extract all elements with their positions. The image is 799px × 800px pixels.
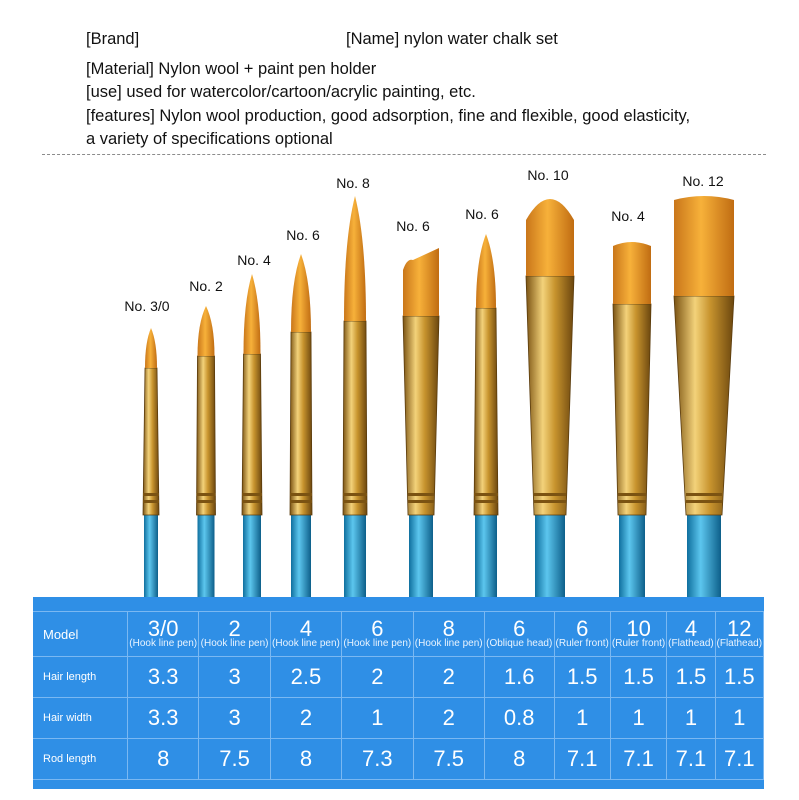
table-cell: 7.5 [413, 739, 484, 780]
model-cell: 6 (Oblique head) [484, 612, 554, 657]
brush-label: No. 6 [465, 206, 499, 222]
brush-label: No. 8 [336, 175, 370, 191]
table-cell: 3.3 [128, 657, 199, 698]
table-cell: 8 [270, 739, 341, 780]
ferrule-ring [618, 493, 646, 496]
ferrule-ring [343, 493, 367, 496]
brush-bristles [526, 199, 574, 276]
table-cell: 7.1 [610, 739, 666, 780]
ferrule-ring [618, 500, 646, 503]
brush-label: No. 6 [286, 227, 320, 243]
table-cell: 1 [667, 698, 715, 739]
brush-bristles [344, 196, 366, 321]
brush-handle [344, 511, 366, 600]
brush-handle [409, 511, 433, 600]
table-row [33, 612, 764, 657]
brush [242, 274, 262, 600]
table-cell: 1 [554, 698, 610, 739]
ferrule-ring [143, 500, 159, 503]
table-cell: 2 [342, 657, 413, 698]
row-header-model: Model [33, 612, 128, 657]
brush [197, 306, 216, 600]
ferrule-ring [534, 493, 566, 496]
table-cell: 1.5 [554, 657, 610, 698]
brush-handle [243, 511, 261, 600]
table-cell: 7.1 [715, 739, 763, 780]
model-cell: 10 (Ruler front) [610, 612, 666, 657]
brush-handle [535, 511, 565, 600]
spec-table-panel [33, 597, 764, 789]
table-cell: 3 [199, 657, 270, 698]
row-header-hair-width: Hair width [33, 698, 128, 739]
ferrule-ring [242, 493, 262, 496]
table-cell: 7.5 [199, 739, 270, 780]
features-line-continued: a variety of specifications optional [86, 130, 333, 148]
brush-label: No. 4 [237, 252, 271, 268]
brush-label: No. 6 [396, 218, 430, 234]
spec-table [33, 611, 764, 780]
table-cell: 2 [413, 698, 484, 739]
ferrule-ring [242, 500, 262, 503]
table-cell: 2.5 [270, 657, 341, 698]
table-cell: 8 [128, 739, 199, 780]
model-cell: 3/0 (Hook line pen) [128, 612, 199, 657]
table-cell: 1.6 [484, 657, 554, 698]
model-cell: 12 (Flathead) [715, 612, 763, 657]
brush-handle [619, 511, 645, 600]
model-cell: 6 (Hook line pen) [342, 612, 413, 657]
table-cell: 1 [342, 698, 413, 739]
table-cell: 7.1 [667, 739, 715, 780]
brush-ferrule [674, 296, 734, 515]
ferrule-ring [686, 500, 722, 503]
table-cell: 2 [413, 657, 484, 698]
material-line: [Material] Nylon wool + paint pen holder [86, 60, 377, 78]
brush-ferrule [403, 316, 439, 515]
ferrule-ring [408, 493, 434, 496]
brush-ferrule [526, 276, 574, 515]
table-cell: 3 [199, 698, 270, 739]
brush-handle [475, 511, 497, 600]
ferrule-ring [343, 500, 367, 503]
brush [613, 242, 651, 600]
table-row [33, 698, 764, 739]
table-cell: 7.3 [342, 739, 413, 780]
ferrule-ring [534, 500, 566, 503]
table-cell: 1 [715, 698, 763, 739]
brush [143, 328, 159, 600]
model-cell: 8 (Hook line pen) [413, 612, 484, 657]
ferrule-ring [474, 493, 498, 496]
brush-ferrule [242, 354, 262, 515]
brush-label: No. 3/0 [124, 298, 170, 314]
brush-handle [291, 511, 311, 600]
brush-ferrule [613, 304, 651, 515]
model-cell: 2 (Hook line pen) [199, 612, 270, 657]
brush-bristles [244, 274, 261, 354]
ferrule-ring [197, 493, 216, 496]
brush-ferrule [290, 332, 312, 515]
brush-label: No. 12 [682, 173, 724, 189]
features-line: [features] Nylon wool production, good adsorption, fine and flexible, good elasticity, [86, 107, 691, 125]
brush-label: No. 2 [189, 278, 223, 294]
table-cell: 8 [484, 739, 554, 780]
row-header-hair-length: Hair length [33, 657, 128, 698]
table-row [33, 657, 764, 698]
brush-ferrule [474, 308, 498, 515]
brush-bristles [403, 248, 439, 316]
brush-bristles [291, 254, 311, 332]
brush [343, 196, 367, 600]
brush-handle [144, 511, 158, 600]
brush-bristles [613, 242, 651, 304]
brush-ferrule [343, 321, 367, 515]
model-cell: 4 (Flathead) [667, 612, 715, 657]
brush-label: No. 4 [611, 208, 645, 224]
brush [526, 199, 574, 600]
table-cell: 0.8 [484, 698, 554, 739]
brush-label: No. 10 [527, 167, 569, 183]
brush-bristles [476, 234, 496, 308]
table-cell: 3.3 [128, 698, 199, 739]
table-cell: 7.1 [554, 739, 610, 780]
ferrule-ring [197, 500, 216, 503]
brush-ferrule [143, 368, 159, 515]
model-cell: 4 (Hook line pen) [270, 612, 341, 657]
ferrule-ring [143, 493, 159, 496]
brush [290, 254, 312, 600]
row-header-rod-length: Rod length [33, 739, 128, 780]
table-cell: 1.5 [610, 657, 666, 698]
brush-bristles [674, 196, 734, 296]
brush [474, 234, 498, 600]
brush [403, 248, 439, 600]
use-line: [use] used for watercolor/cartoon/acrylic painting, etc. [86, 83, 476, 101]
brush-bristles [198, 306, 215, 356]
brand-line: [Brand] [86, 30, 140, 48]
ferrule-ring [686, 493, 722, 496]
ferrule-ring [474, 500, 498, 503]
ferrule-ring [290, 493, 312, 496]
brush [674, 196, 734, 600]
table-cell: 1 [610, 698, 666, 739]
brush-ferrule [197, 356, 216, 515]
table-cell: 1.5 [715, 657, 763, 698]
table-cell: 2 [270, 698, 341, 739]
ferrule-ring [290, 500, 312, 503]
brush-bristles [145, 328, 157, 368]
table-cell: 1.5 [667, 657, 715, 698]
ferrule-ring [408, 500, 434, 503]
brush-handle [198, 511, 215, 600]
table-row [33, 739, 764, 780]
product-name-line: [Name] nylon water chalk set [346, 30, 558, 48]
brush-handle [687, 511, 721, 600]
model-cell: 6 (Ruler front) [554, 612, 610, 657]
